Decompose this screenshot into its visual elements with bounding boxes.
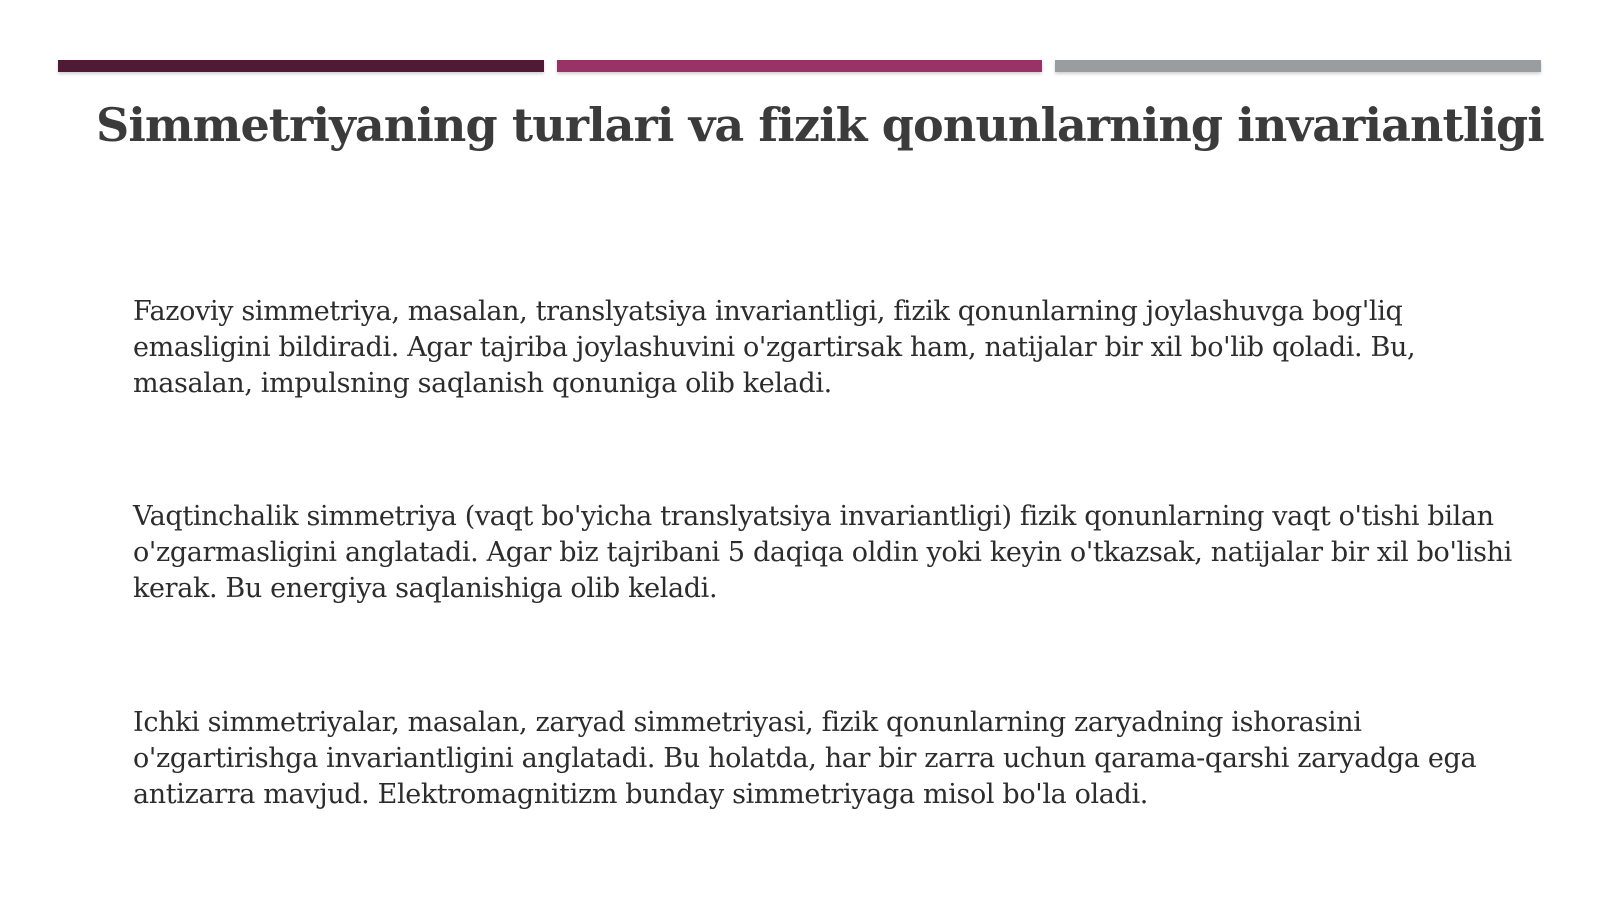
slide-title: Simmetriyaning turlari va fizik qonunlarning invariantligi <box>96 98 1544 152</box>
accent-bar-dark-plum <box>58 60 544 72</box>
paragraph-internal-symmetry: Ichki simmetriyalar, masalan, zaryad simmetriyasi, fizik qonunlarning zaryadning ishorasini o'zgartirishga invariantligini anglatadi. Bu holatda, har bir zarra uchun qarama-qarshi zaryadga ega antizarra mavjud. Elektromagnitizm bunday simmetriyaga misol bo'la oladi. <box>133 707 1477 810</box>
accent-bar-magenta <box>557 60 1042 72</box>
paragraph-temporal-symmetry: Vaqtinchalik simmetriya (vaqt bo'yicha translyatsiya invariantligi) fizik qonunlarning vaqt o'tishi bilan o'zgarmasligini anglatadi. Agar biz tajribani 5 daqiqa oldin yoki keyin o'tkazsak, natijalar bir xil bo'lishi kerak. Bu energiya saqlanishiga olib keladi. <box>133 501 1512 604</box>
paragraph-spatial-symmetry: Fazoviy simmetriya, masalan, translyatsiya invariantligi, fizik qonunlarning joylashuvga bog'liq emasligini bildiradi. Agar tajriba joylashuvini o'zgartirsak ham, natijalar bir xil bo'lib qoladi. Bu, masalan, impulsning saqlanish qonuniga olib keladi. <box>133 296 1416 399</box>
accent-bar-gray <box>1055 60 1541 72</box>
